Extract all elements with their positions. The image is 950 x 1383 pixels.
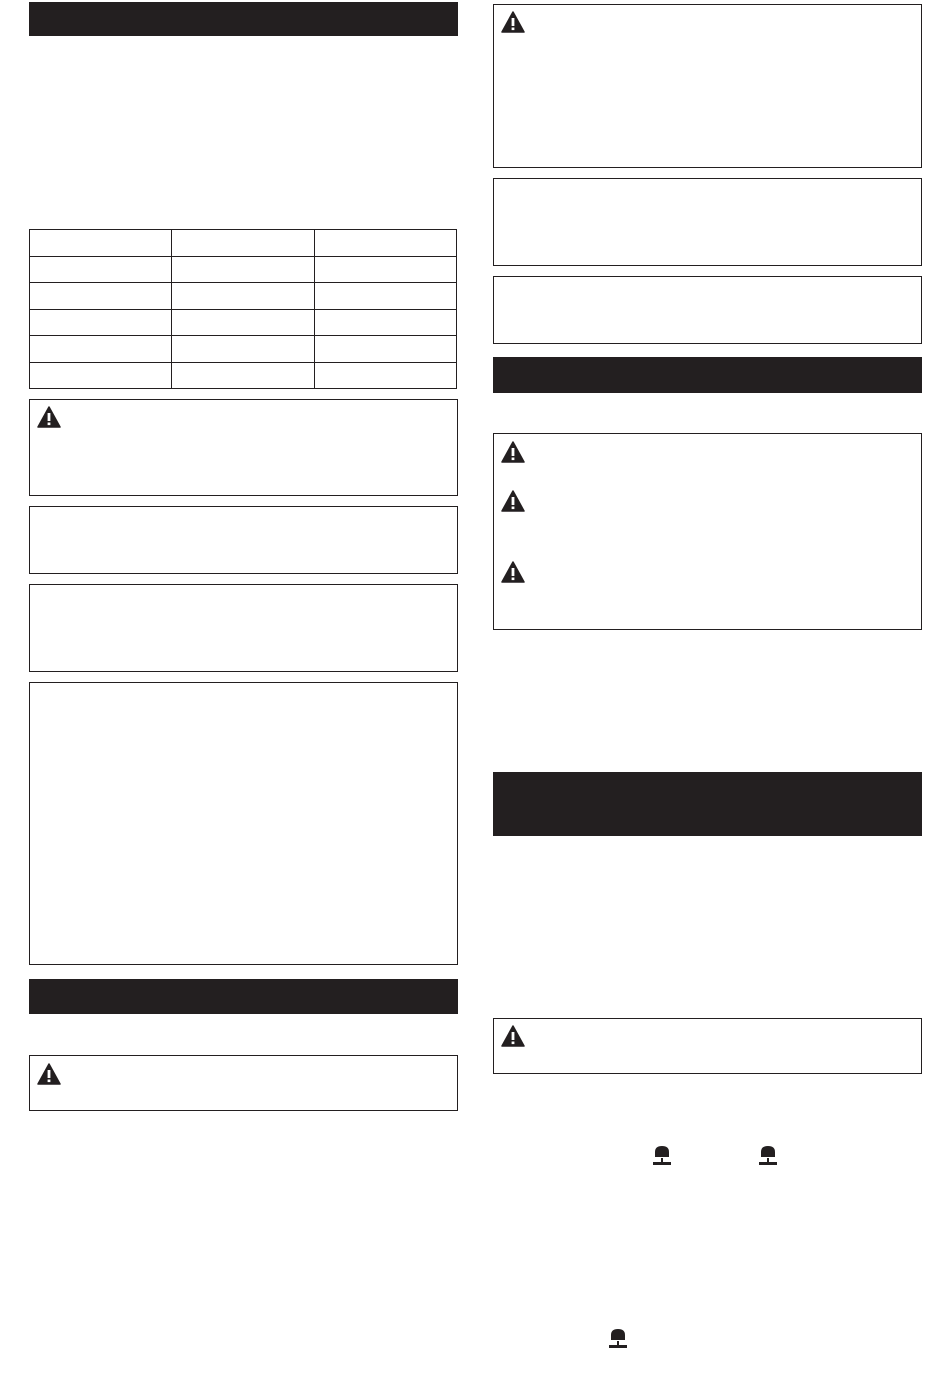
table-cell <box>172 362 314 389</box>
table-cell <box>172 283 314 310</box>
table-row <box>30 309 457 336</box>
section-header-bar <box>493 357 922 393</box>
table-cell <box>314 283 456 310</box>
notice-box <box>29 584 458 672</box>
table-cell <box>314 256 456 283</box>
notice-box <box>29 506 458 574</box>
indicator-lamp-icon <box>608 1328 628 1350</box>
table-cell <box>30 336 172 363</box>
table-row <box>30 256 457 283</box>
warning-triangle-icon <box>37 406 61 428</box>
indicator-lamp-icon <box>758 1145 778 1167</box>
warning-box <box>493 433 922 630</box>
table-cell <box>172 309 314 336</box>
warning-triangle-icon <box>501 11 525 33</box>
warning-triangle-icon <box>501 490 525 512</box>
section-header-bar <box>29 2 458 36</box>
warning-box <box>493 4 922 168</box>
table-cell <box>314 336 456 363</box>
table-cell <box>30 256 172 283</box>
warning-box <box>493 1018 922 1074</box>
table-row <box>30 336 457 363</box>
table-row <box>30 362 457 389</box>
table-cell <box>172 256 314 283</box>
table-cell <box>30 309 172 336</box>
warning-box <box>29 1055 458 1111</box>
warning-triangle-icon <box>37 1063 61 1085</box>
warning-triangle-icon <box>501 441 525 463</box>
warning-triangle-icon <box>501 561 525 583</box>
notice-box <box>493 276 922 344</box>
warning-box <box>29 399 458 496</box>
table-cell <box>30 283 172 310</box>
table-cell <box>172 230 314 257</box>
section-header-bar <box>493 772 922 836</box>
indicator-lamp-icon <box>652 1145 672 1167</box>
table-cell <box>314 362 456 389</box>
notice-box <box>29 682 458 965</box>
section-header-bar <box>29 979 458 1014</box>
spec-table <box>29 229 457 389</box>
table-cell <box>314 309 456 336</box>
table-row <box>30 283 457 310</box>
notice-box <box>493 178 922 266</box>
table-cell <box>172 336 314 363</box>
table-cell <box>314 230 456 257</box>
table-row <box>30 230 457 257</box>
table-cell <box>30 230 172 257</box>
table-cell <box>30 362 172 389</box>
warning-triangle-icon <box>501 1025 525 1047</box>
